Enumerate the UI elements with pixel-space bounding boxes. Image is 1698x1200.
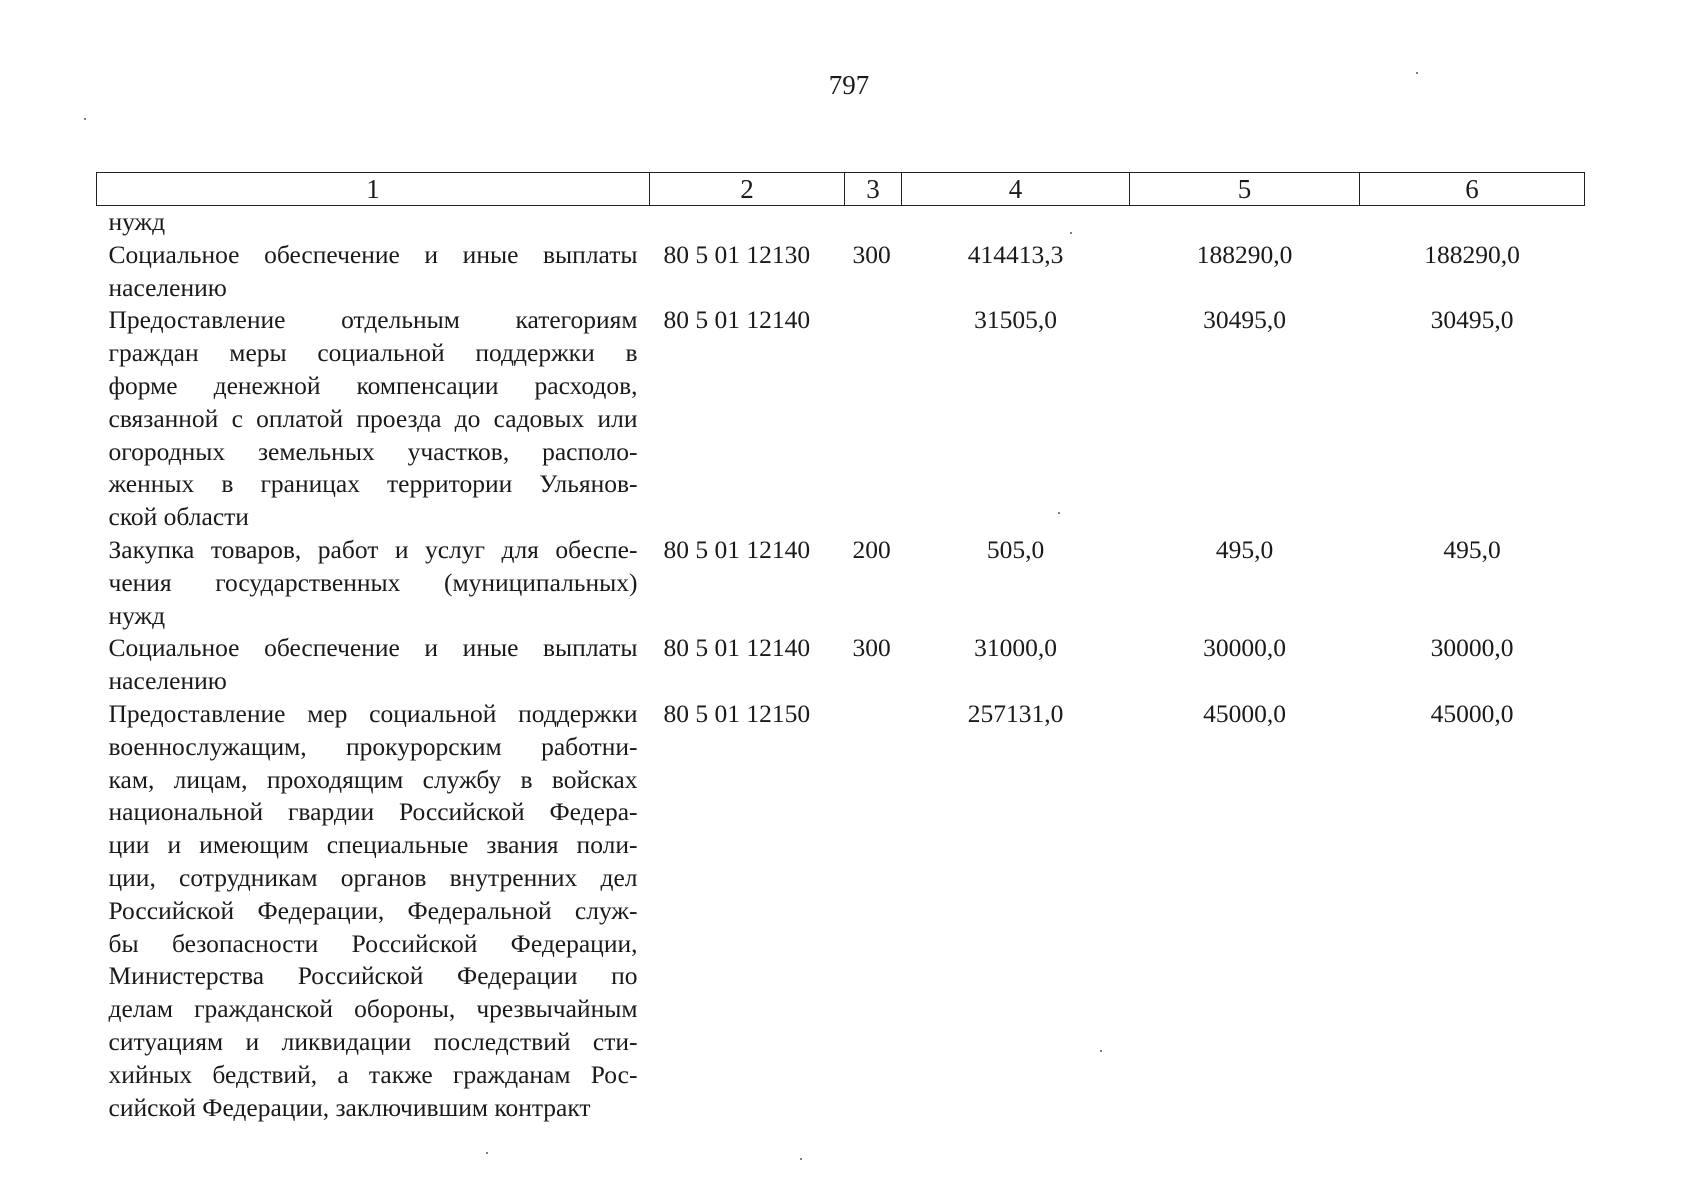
description-line: военнослужащим, прокурорским работни-: [108, 731, 638, 761]
table-row: [97, 534, 1585, 632]
budget-code-cell: 80 5 01 12130: [663, 239, 811, 269]
table-row: [97, 239, 1585, 305]
description-line: населению: [108, 666, 227, 696]
row-description: [97, 206, 650, 239]
description-line: чения государственных (муниципальных): [108, 567, 638, 597]
description-line: женных в границах территории Ульянов-: [108, 469, 638, 499]
table-row: [97, 632, 1585, 698]
description-line: Министерства Российской Федерации по: [108, 961, 638, 991]
expense-type-cell: [845, 304, 902, 534]
description-line: нужд: [108, 600, 166, 630]
expense-type-cell: [845, 206, 902, 239]
description-line: Закупка товаров, работ и услуг для обеспе-: [108, 534, 638, 564]
expense-type-cell: 300: [852, 633, 891, 663]
description-line: ции и имеющим специальные звания поли-: [108, 830, 638, 860]
amount-col6-cell: 45000,0: [1430, 698, 1514, 728]
description-line: кам, лицам, проходящим службу в войсках: [108, 764, 638, 794]
header-row: [97, 173, 1585, 206]
description-line: Предоставление мер социальной поддержки: [108, 698, 638, 728]
column-header-2: 2: [650, 173, 845, 206]
scan-speck: [800, 1158, 802, 1160]
description-line: ской области: [108, 502, 249, 532]
table-row: [97, 698, 1585, 1124]
column-header-4: 4: [902, 173, 1130, 206]
description-line: хийных бедствий, а также гражданам Рос-: [108, 1059, 638, 1089]
amount-col4-cell: 505,0: [986, 534, 1045, 564]
row-description: [97, 304, 650, 534]
description-line: граждан меры социальной поддержки в: [108, 338, 638, 368]
row-description: [97, 698, 650, 1124]
description-line: ции, сотрудникам органов внутренних дел: [108, 862, 638, 892]
row-description: [97, 632, 650, 698]
description-line: национальной гвардии Российской Федера-: [108, 797, 638, 827]
description-line: Социальное обеспечение и иные выплаты: [108, 239, 638, 269]
description-line: нужд: [108, 207, 166, 236]
description-line: Российской Федерации, Федеральной служ-: [108, 895, 638, 925]
description-line: населению: [108, 272, 227, 302]
row-description: [97, 534, 650, 632]
scan-speck: [1070, 232, 1072, 234]
amount-col5-cell: 30000,0: [1203, 633, 1286, 663]
table-row: [97, 206, 1585, 239]
description-line: огородных земельных участков, располо-: [108, 436, 638, 466]
scan-speck: [1416, 72, 1418, 74]
amount-col4-cell: 31505,0: [974, 305, 1057, 335]
amount-col5-cell: 30495,0: [1203, 305, 1286, 335]
amount-col5-cell: 188290,0: [1196, 239, 1293, 269]
description-line: делам гражданской обороны, чрезвычайным: [108, 994, 638, 1024]
column-header-3: 3: [845, 173, 902, 206]
description-line: связанной с оплатой проезда до садовых или: [108, 403, 638, 433]
amount-col5-cell: [1130, 206, 1360, 239]
amount-col5-cell: 495,0: [1215, 534, 1274, 564]
column-header-6: 6: [1360, 173, 1585, 206]
column-header-1: 1: [97, 173, 650, 206]
amount-col4-cell: 31000,0: [974, 633, 1057, 663]
scan-speck: [1058, 512, 1060, 514]
row-description: [97, 239, 650, 305]
budget-table-container: [96, 172, 1584, 1124]
amount-col6-cell: 30495,0: [1430, 305, 1514, 335]
amount-col5-cell: 45000,0: [1203, 698, 1286, 728]
budget-code-cell: 80 5 01 12140: [663, 534, 811, 564]
amount-col4-cell: [902, 206, 1130, 239]
amount-col6-cell: 188290,0: [1424, 239, 1520, 269]
table-row: [97, 304, 1585, 534]
budget-code-cell: 80 5 01 12140: [663, 633, 811, 663]
budget-code-cell: [650, 206, 845, 239]
amount-col6-cell: 30000,0: [1430, 633, 1514, 663]
description-line: форме денежной компенсации расходов,: [108, 370, 638, 400]
amount-col4-cell: 257131,0: [967, 698, 1064, 728]
page-number: 797: [828, 70, 870, 100]
amount-col6-cell: 495,0: [1443, 534, 1501, 564]
expense-type-cell: 300: [852, 239, 891, 269]
budget-table: [96, 172, 1585, 1124]
scan-speck: [84, 118, 86, 120]
scan-speck: [1100, 1050, 1102, 1052]
expense-type-cell: [845, 698, 902, 1124]
description-line: Предоставление отдельным категориям: [108, 305, 638, 335]
description-line: бы безопасности Российской Федерации,: [108, 928, 638, 958]
budget-code-cell: 80 5 01 12150: [663, 698, 811, 728]
amount-col6-cell: [1360, 206, 1585, 239]
description-line: Социальное обеспечение и иные выплаты: [108, 633, 638, 663]
column-header-5: 5: [1130, 173, 1360, 206]
description-line: ситуациям и ликвидации последствий сти-: [108, 1026, 638, 1056]
scan-speck: [486, 1152, 488, 1154]
table-body: [97, 206, 1585, 1125]
budget-code-cell: 80 5 01 12140: [663, 305, 811, 335]
expense-type-cell: 200: [852, 534, 891, 564]
amount-col4-cell: 414413,3: [967, 239, 1064, 269]
description-line: сийской Федерации, заключившим контракт: [108, 1092, 591, 1122]
